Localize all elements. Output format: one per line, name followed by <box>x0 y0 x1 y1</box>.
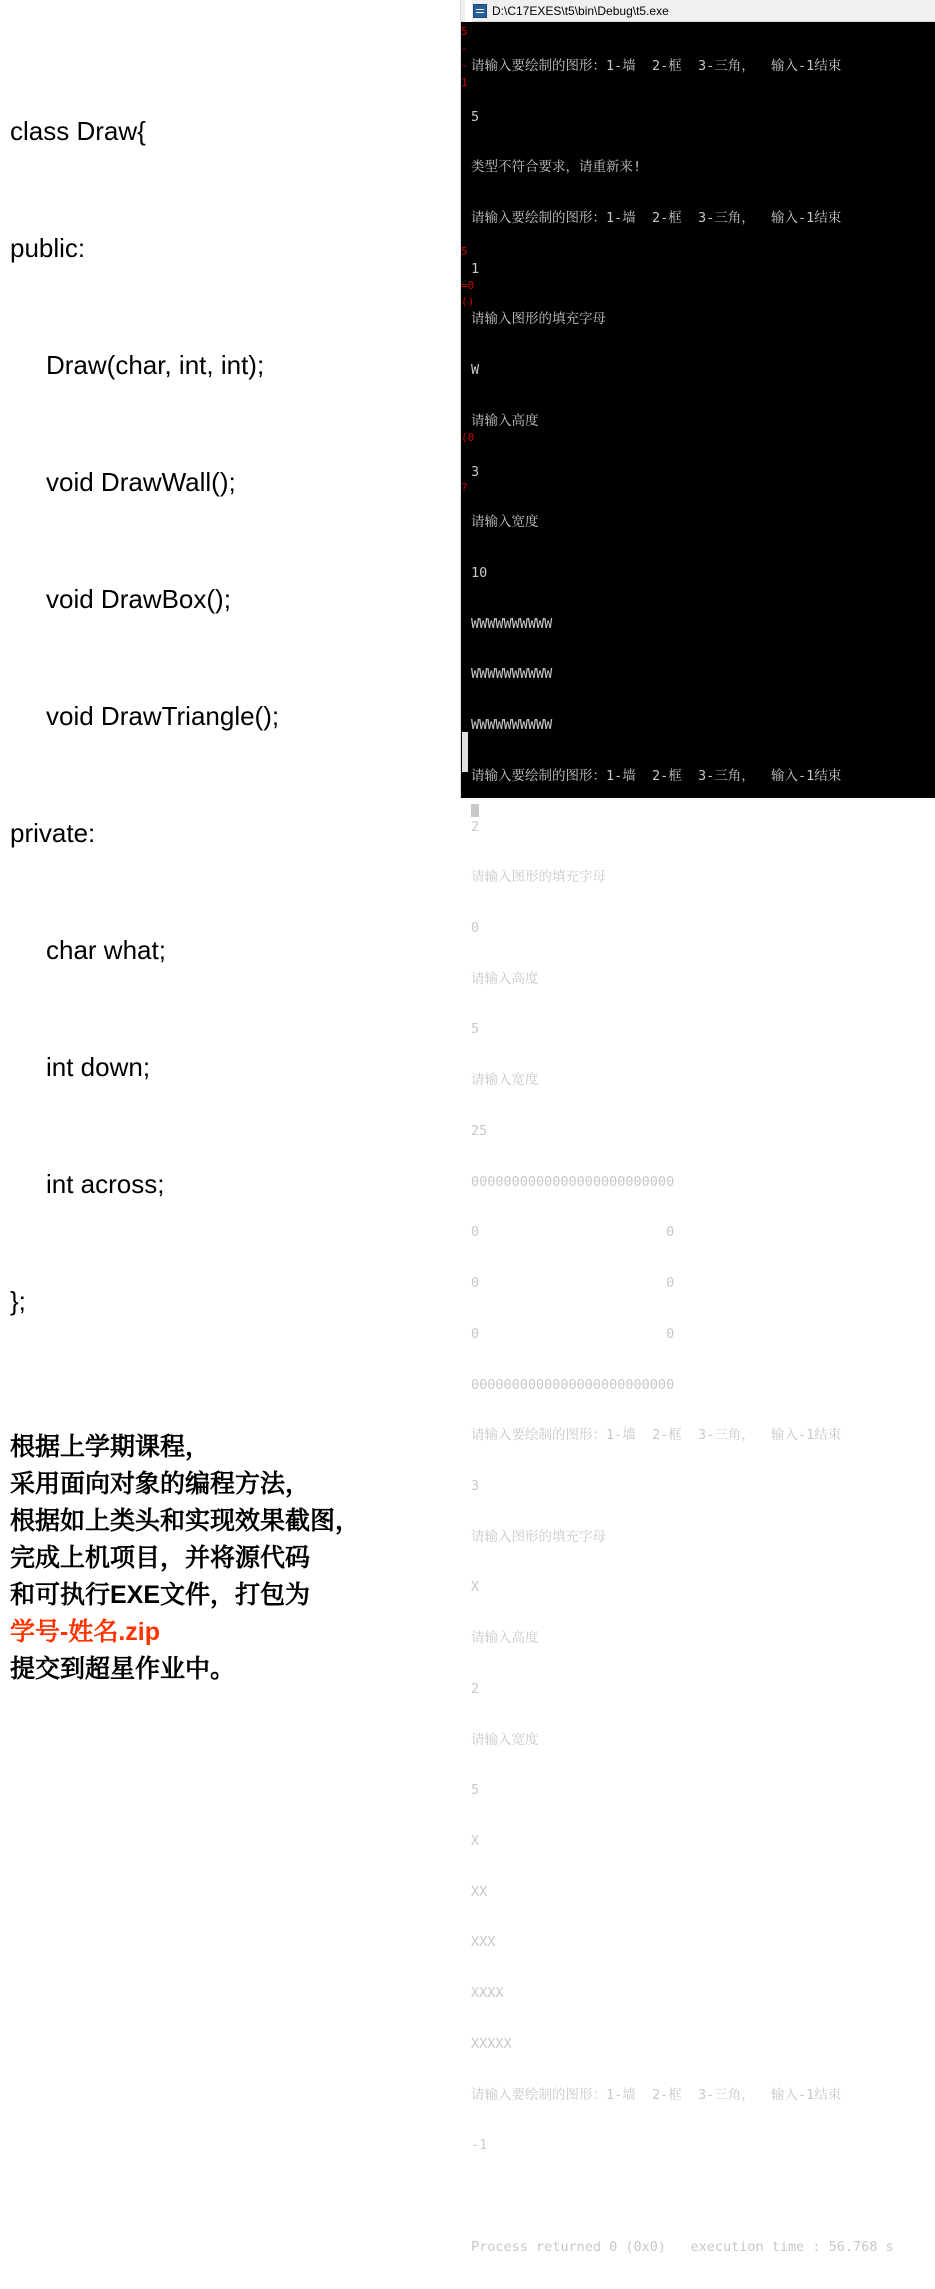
console-line: 5 <box>471 1782 480 1799</box>
gutter-mark: ? <box>461 481 468 495</box>
console-cursor <box>471 804 479 817</box>
console-line: XX <box>471 1883 488 1900</box>
gutter-mark: 1 <box>461 75 468 89</box>
console-line: 3 <box>471 463 480 480</box>
console-line: 0000000000000000000000000 <box>471 1376 675 1393</box>
console-line: 0 <box>471 920 480 937</box>
console-title-text: D:\C17EXES\t5\bin\Debug\t5.exe <box>492 3 669 18</box>
console-line: 请输入要绘制的图形：1-墙 2-框 3-三角， 输入-1结束 <box>471 2086 842 2103</box>
console-line: 0 0 <box>471 1275 675 1292</box>
console-line: XXXXX <box>471 2035 512 2052</box>
instruction-line: 根据上学期课程， <box>10 1433 211 1461</box>
console-line: XXX <box>471 1934 496 1951</box>
console-line: 请输入图形的填充字母 <box>471 869 606 886</box>
console-line: 请输入高度 <box>471 412 539 429</box>
instruction-line: 采用面向对象的编程方法， <box>10 1470 311 1498</box>
document-pane <box>0 0 460 1683</box>
console-line: X <box>471 1579 480 1596</box>
instruction-line: 完成上机项目，并将源代码 <box>10 1544 311 1572</box>
console-line: 请输入要绘制的图形：1-墙 2-框 3-三角， 输入-1结束 <box>471 767 842 784</box>
code-line: class Draw{ <box>10 116 146 146</box>
console-line: 请输入要绘制的图形：1-墙 2-框 3-三角， 输入-1结束 <box>471 1427 842 1444</box>
code-line: void DrawBox(); <box>46 584 231 614</box>
instruction-line-filename: 学号-姓名.zip <box>10 1618 160 1646</box>
console-line: XXXX <box>471 1985 504 2002</box>
code-line: void DrawWall(); <box>46 467 236 497</box>
assignment-instructions <box>10 1429 452 1688</box>
gutter-mark: () <box>461 295 475 309</box>
console-line: 0 0 <box>471 1224 675 1241</box>
class-declaration-code <box>10 34 452 1399</box>
console-line: 类型不符合要求，请重新来! <box>471 159 642 176</box>
console-line: 25 <box>471 1122 488 1139</box>
console-line: 1 <box>471 260 480 277</box>
console-line: 请输入宽度 <box>471 514 539 531</box>
console-line: 请输入图形的填充字母 <box>471 1528 606 1545</box>
code-line: private: <box>10 818 96 848</box>
console-line: 请输入图形的填充字母 <box>471 311 606 328</box>
console-line: 5 <box>471 108 480 125</box>
gutter-mark: - <box>461 41 468 55</box>
console-line: 2 <box>471 1680 480 1697</box>
console-line: 10 <box>471 565 488 581</box>
code-line: Draw(char, int, int); <box>46 350 265 380</box>
code-line: public: <box>10 233 86 263</box>
console-line: 请输入高度 <box>471 970 539 987</box>
console-line: 0000000000000000000000000 <box>471 1173 675 1190</box>
code-line: int down; <box>46 1052 151 1082</box>
instruction-line: 提交到超星作业中。 <box>10 1655 236 1683</box>
console-left-gutter[interactable] <box>461 22 475 798</box>
console-line: WWWWWWWWWW <box>471 717 553 734</box>
title-bar-edge <box>465 0 472 22</box>
console-line: 请输入要绘制的图形：1-墙 2-框 3-三角， 输入-1结束 <box>471 57 842 74</box>
console-line: 请输入要绘制的图形：1-墙 2-框 3-三角， 输入-1结束 <box>471 209 842 226</box>
console-line: X <box>471 1832 480 1849</box>
console-line: 请输入高度 <box>471 1630 539 1647</box>
console-line <box>471 2188 933 2205</box>
console-title-bar[interactable] <box>461 0 935 22</box>
gutter-mark: =0 <box>461 278 475 292</box>
spacer <box>10 1399 452 1429</box>
console-line: Process returned 0 (0x0) execution time : 56.768 s <box>471 2238 894 2255</box>
scrollbar-thumb[interactable] <box>462 732 468 772</box>
code-line: int across; <box>46 1169 165 1199</box>
code-line: void DrawTriangle(); <box>46 701 280 731</box>
instruction-line: 和可执行EXE文件，打包为 <box>10 1581 311 1609</box>
console-window <box>460 0 934 2255</box>
console-line: 0 0 <box>471 1325 675 1342</box>
instruction-line: 根据如上类头和实现效果截图， <box>10 1507 361 1535</box>
console-line: WWWWWWWWWW <box>471 666 553 683</box>
gutter-mark: (0 <box>461 430 475 444</box>
console-line: -1 <box>471 2137 488 2154</box>
console-line: 请输入宽度 <box>471 1731 539 1748</box>
console-line: WWWWWWWWWW <box>471 615 553 632</box>
gutter-mark: 5 <box>461 244 468 258</box>
console-output-area[interactable] <box>461 22 935 2255</box>
gutter-mark: - <box>461 58 468 72</box>
console-line: 3 <box>471 1477 480 1494</box>
console-line: 5 <box>471 1021 480 1038</box>
console-line: 请输入宽度 <box>471 1072 539 1089</box>
code-line: char what; <box>46 935 166 965</box>
code-line: }; <box>10 1286 26 1316</box>
gutter-mark: 5 <box>461 25 468 38</box>
console-line: W <box>471 362 480 379</box>
console-text <box>471 24 933 2289</box>
console-line: 2 <box>471 818 480 835</box>
console-app-icon <box>473 4 487 18</box>
